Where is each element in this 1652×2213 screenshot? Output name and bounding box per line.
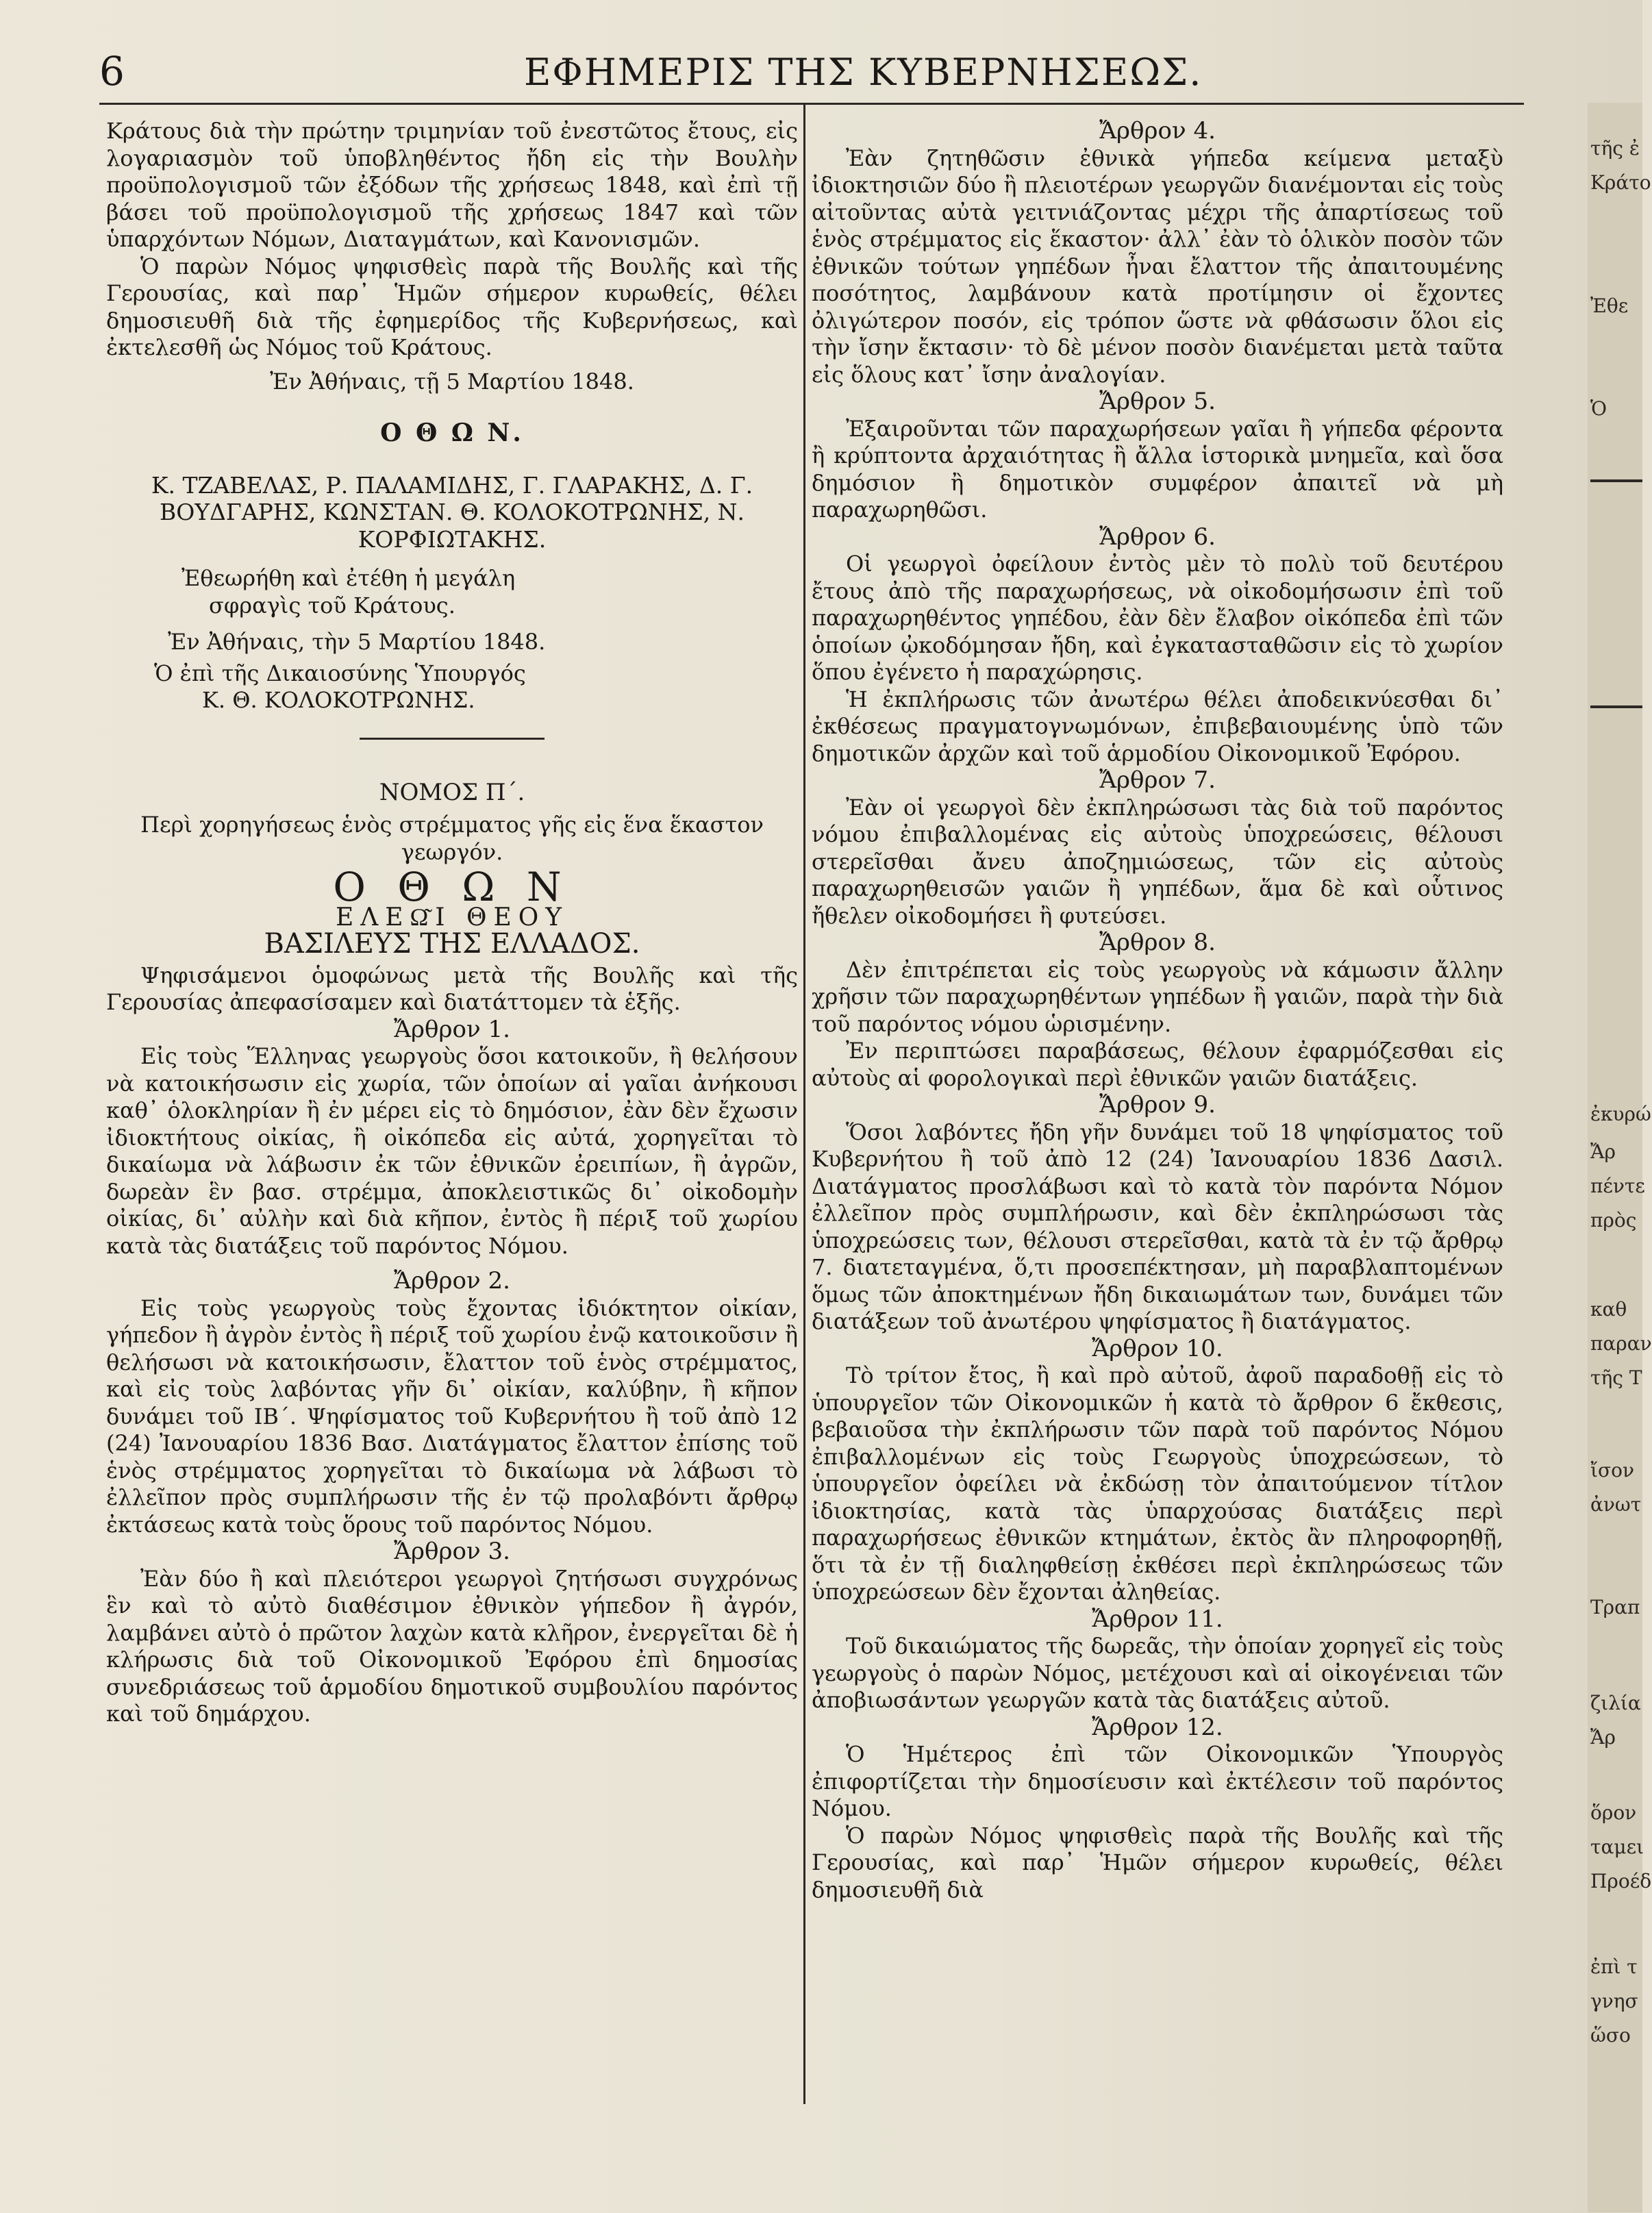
adjacent-rule — [1590, 705, 1642, 708]
adjacent-text: Ἐθε — [1590, 295, 1629, 317]
article-4-heading: Ἄρθρον 4. — [1099, 117, 1216, 145]
article-6-heading: Ἄρθρον 6. — [1099, 523, 1216, 551]
article-4-text: Ἐὰν ζητηθῶσιν ἐθνικὰ γήπεδα κείμενα μεταξὺ ἰδιοκτησιῶν δύο ἢ πλειοτέρων γεωργῶν διανέμονται εἰς τοὺς αἰτοῦντας αὐτὰ γειτνιάζοντας μέχρι τῆς ἀπαρτίσεως τοῦ ἑνὸς στρέμματος εἰς ἕκαστον· ἀλλ᾽ ἐὰν τὸ ὁλικὸν ποσὸν τῶν ἐθνικῶν τούτων γηπέδων ἦναι ἔλαττον τῆς ἀπαιτουμένης ποσότητος, λαμβάνουν κατὰ προτίμησιν οἱ ἔχοντες ὀλιγώτερον ποσόν, εἰς τρόπον ὥστε νὰ φθάσωσιν ὅλοι εἰς τὴν ἴσην ἔκτασιν· τὸ δὲ μένον ποσὸν διανέμεται μετὰ ταῦτα εἰς ὅλους κατ᾽ ἴσην ἀναλογίαν. — [812, 145, 1503, 388]
king-name-title: Ο Θ Ω Ν — [333, 864, 571, 910]
left-column — [106, 118, 798, 1728]
seal-note-cont: σφραγὶς τοῦ Κράτους. — [209, 592, 455, 618]
adjacent-text: Ἄρ — [1590, 1726, 1616, 1749]
king-of-greece: ΒΑΣΙΛΕΥΣ ΤΗΣ ΕΛΛΑΔΟΣ. — [264, 928, 640, 960]
right-column — [812, 118, 1503, 1903]
adjacent-text: ὥσο — [1590, 2024, 1631, 2047]
article-8-heading: Ἄρθρον 8. — [1099, 929, 1216, 956]
adjacent-text: καθ — [1590, 1298, 1627, 1321]
article-7-text: Ἐὰν οἱ γεωργοὶ δὲν ἐκπληρώσωσι τὰς διὰ τοῦ παρόντος νόμου ἐπιβαλλομένας εἰς αὐτοὺς ὑποχρεώσεις, θέλουσι στερεῖσθαι ἄνευ ἀποζημιώσεως, τῶν εἰς αὐτοὺς παραχωρηθεισῶν γαιῶν ἢ γηπέδων, ἅμα δὲ καὶ οὗτινος ἤθελεν οἰκοδομήσει ἢ φυτεύσει. — [812, 794, 1503, 929]
adjacent-text: πέντε — [1590, 1175, 1645, 1197]
separator-rule — [360, 738, 545, 740]
article-8-violation: Ἐν περιπτώσει παραβάσεως, θέλουν ἐφαρμόζεσθαι εἰς αὐτοὺς αἱ φορολογικαὶ περὶ ἐθνικῶν γαιῶν διατάξεις. — [812, 1038, 1503, 1091]
article-5-text: Ἐξαιροῦνται τῶν παραχωρήσεων γαῖαι ἢ γήπεδα φέροντα ἢ κρύπτοντα ἀρχαιότητας ἢ ἄλλα ἱστορικὰ μνημεῖα, καὶ ὅσα δημόσιον ἢ δημοτικὸν συμφέρον ἀπαιτεῖ νὰ μὴ παραχωρηθῶσι. — [812, 415, 1503, 523]
adjacent-rule — [1590, 479, 1642, 482]
adjacent-text: ζιλία — [1590, 1692, 1641, 1714]
date-line: Ἐν Ἀθήναις, τῇ 5 Μαρτίου 1848. — [270, 368, 634, 395]
law-number: ΝΟΜΟΣ Π΄. — [379, 778, 525, 806]
law-text-paragraph: Κράτους διὰ τὴν πρώτην τριμηνίαν τοῦ ἐνεστῶτος ἔτους, εἰς λογαριασμὸν τοῦ ὑποβληθέντος ἤδη εἰς τὴν Βουλὴν προϋπολογισμοῦ τῶν ἐξόδων τῆς χρήσεως 1848, καὶ ἐπὶ τῇ βάσει τοῦ προϋπολογισμοῦ τῆς χρήσεως 1847 καὶ τῶν ὑπαρχόντων Νόμων, Διαταγμάτων, καὶ Κανονισμῶν. — [106, 118, 798, 252]
adjacent-text: Κράτο — [1590, 171, 1651, 194]
page-header — [99, 48, 1510, 103]
article-12-text: Ὁ Ἡμέτερος ἐπὶ τῶν Οἰκονομικῶν Ὑπουργὸς ἐπιφορτίζεται τὴν δημοσίευσιν καὶ ἐκτέλεσιν τοῦ παρόντος Νόμου. — [812, 1741, 1503, 1821]
article-11-text: Τοῦ δικαιώματος τῆς δωρεᾶς, τὴν ὁποίαν χορηγεῖ εἰς τοὺς γεωργοὺς ὁ παρὼν Νόμος, μετέχουσι καὶ αἱ οἰκογένειαι τῶν ἀποβιωσάντων γεωργῶν κατὰ τὰς διατάξεις αὐτοῦ. — [812, 1633, 1503, 1713]
article-3-heading: Ἄρθρον 3. — [394, 1538, 510, 1565]
by-grace-of-god: ΕΛΕΩ͂Ι ΘΕΟΥ — [335, 903, 569, 932]
column-divider — [803, 104, 805, 2104]
article-1-text: Εἰς τοὺς Ἕλληνας γεωργοὺς ὅσοι κατοικοῦν, ἢ θελήσουν νὰ κατοικήσωσιν εἰς χωρία, τῶν ὁποίων αἱ γαῖαι ἀνήκουσι καθ᾽ ὁλοκληρίαν ἢ ἐν μέρει εἰς τὸ δημόσιον, ἐὰν δὲν ἔχωσιν ἰδιοκτήτους οἰκίας, ἢ οἰκόπεδα εἰς αὐτά, χορηγεῖται τὸ δικαίωμα νὰ λάβωσιν ἐκ τῶν ἐθνικῶν ἐρειπίων, ἢ ἀγρῶν, δωρεὰν ἓν βασ. στρέμμα, ἀποκλειστικῶς δι᾽ οἰκοδομὴν οἰκίας, δι᾽ αὐλὴν καὶ διὰ κῆπον, ἐντὸς ἢ πέριξ τοῦ χωρίου κατὰ τὰς διατάξεις τοῦ παρόντος Νόμου. — [106, 1043, 798, 1259]
adjacent-text: Ὁ — [1590, 397, 1607, 420]
enactment-preamble: Ψηφισάμενοι ὁμοφώνως μετὰ τῆς Βουλῆς καὶ τῆς Γερουσίας ἀπεφασίσαμεν καὶ διατάττομεν τὰ ἑξῆς. — [106, 962, 798, 1015]
page-number: 6 — [99, 48, 125, 95]
article-8-text: Δὲν ἐπιτρέπεται εἰς τοὺς γεωργοὺς νὰ κάμωσιν ἄλλην χρῆσιν τῶν παραχωρηθέντων γηπέδων ἢ γαιῶν, παρὰ τὴν διὰ τοῦ παρόντος νόμου ὡρισμένην. — [812, 956, 1503, 1037]
adjacent-text: ἐκυρώ — [1590, 1103, 1651, 1125]
header-rule — [99, 103, 1524, 105]
article-5-heading: Ἄρθρον 5. — [1099, 388, 1216, 415]
justice-minister-title: Ὁ ἐπὶ τῆς Δικαιοσύνης Ὑπουργός — [154, 660, 526, 686]
article-10-heading: Ἄρθρον 10. — [1092, 1334, 1223, 1362]
enactment-clause: Ὁ παρὼν Νόμος ψηφισθεὶς παρὰ τῆς Βουλῆς καὶ τῆς Γερουσίας, καὶ παρ᾽ Ἡμῶν σήμερον κυρωθείς, θέλει δημοσιευθῆ διὰ τῆς ἐφημερίδος τῆς Κυβερνήσεως, καὶ ἐκτελεσθῆ ὡς Νόμος τοῦ Κράτους. — [106, 253, 798, 360]
adjacent-text: παραν — [1590, 1332, 1652, 1355]
adjacent-text: Προέδ — [1590, 1870, 1652, 1892]
article-2-heading: Ἄρθρον 2. — [394, 1267, 510, 1295]
article-9-text: Ὅσοι λαβόντες ἤδη γῆν δυνάμει τοῦ 18 ψηφίσματος τοῦ Κυβερνήτου ἢ τοῦ ἀπὸ 12 (24) Ἰανουαρίου 1836 Δασιλ. Διατάγματος προσλάβωσι καὶ τὸ κατὰ τὸν παρόντα Νόμον ἐλλεῖπον πρὸς συμπλήρωσιν, καὶ δὲν ἐκπληρώσωσι τὰς ὑποχρεώσεις των, θέλουσι στερεῖσθαι, κατὰ τὰ ἐν τῷ ἄρθρῳ 7. διατεταγμένα, ὅ,τι προσεπέκτησαν, μὴ παραβλαπτομένων ὅμως τῶν ἀποκτημένων ἤδη δικαιωμάτων των, δυνάμει τῶν διατάξεων τοῦ ἀνωτέρου ψηφίσματος ἢ διατάγματος. — [812, 1118, 1503, 1334]
law-subject: Περὶ χορηγήσεως ἑνὸς στρέμματος γῆς εἰς ἕνα ἕκαστον γεωργόν. — [140, 812, 764, 865]
article-3-text: Ἐὰν δύο ἢ καὶ πλειότεροι γεωργοὶ ζητήσωσι συγχρόνως ἓν καὶ τὸ αὐτὸ διαθέσιμον ἐθνικὸν γήπεδον ἢ ἀγρόν, λαμβάνει αὐτὸ ὁ πρῶτον λαχὼν κατὰ κλῆρον, ἐνεργεῖται δὲ ἡ κλήρωσις διὰ τοῦ Οἰκονομικοῦ Ἐφόρου ἐπὶ δημοσίας συνεδριάσεως τοῦ ἁρμοδίου δημοτικοῦ συμβουλίου παρόντος καὶ τοῦ δημάρχου. — [106, 1565, 798, 1727]
adjacent-text: ταμει — [1590, 1836, 1644, 1858]
king-signature: Ο Θ Ω Ν. — [380, 418, 524, 447]
adjacent-text: ὅρον — [1590, 1801, 1637, 1824]
ministers-signatures: Κ. ΤΖΑΒΕΛΑΣ, Ρ. ΠΑΛΑΜΙΔΗΣ, Γ. ΓΛΑΡΑΚΗΣ, Δ. Γ. ΒΟΥΔΓΑΡΗΣ, ΚΩΝΣΤΑΝ. Θ. ΚΟΛΟΚΟΤΡΩΝΗΣ, Ν. ΚΟΡΦΙΩΤΑΚΗΣ. — [151, 471, 753, 553]
adjacent-text: γνησ — [1590, 1990, 1638, 2012]
article-6-text: Οἱ γεωργοὶ ὀφείλουν ἐντὸς μὲν τὸ πολὺ τοῦ δευτέρου ἔτους ἀπὸ τῆς παραχωρήσεως, νὰ οἰκοδομήσωσιν ἐπὶ τοῦ παραχωρηθέντος γηπέδου, ἐὰν δὲν ἔλαβον οἰκόπεδα ἐπὶ τῶν ὁποίων ᾠκοδόμησαν ἤδη, καὶ ἐγκατασταθῶσιν εἰς τὸ χωρίον ὅπου ἐγένετο ἡ παραχώρησις. — [812, 551, 1503, 685]
adjacent-text: ἀνωτ — [1590, 1493, 1642, 1516]
closing-enactment: Ὁ παρὼν Νόμος ψηφισθεὶς παρὰ τῆς Βουλῆς καὶ τῆς Γερουσίας, καὶ παρ᾽ Ἡμῶν σήμερον κυρωθείς, θέλει δημοσιευθῆ διὰ — [812, 1822, 1503, 1903]
adjacent-text: ἐπὶ τ — [1590, 1955, 1638, 1978]
adjacent-text: πρὸς — [1590, 1209, 1637, 1231]
seal-date: Ἐν Ἀθήναις, τὴν 5 Μαρτίου 1848. — [168, 629, 546, 655]
article-10-text: Τὸ τρίτον ἔτος, ἢ καὶ πρὸ αὐτοῦ, ἀφοῦ παραδοθῇ εἰς τὸ ὑπουργεῖον τῶν Οἰκονομικῶν ἡ κατὰ τὸ ἄρθρον 6 ἔκθεσις, βεβαιοῦσα τὴν ἐκπλήρωσιν τῶν παρὰ τοῦ παρόντος Νόμου ἐπιβαλλομένων εἰς τοὺς Γεωργοὺς ὑποχρεώσεων, τὸ ὑπουργεῖον ὀφείλει νὰ ἐκδώσῃ τὸν ἀπαιτούμενον τίτλον ἰδιοκτησίας, κατὰ τὰς ὑπαρχούσας διατάξεις περὶ παραχωρήσεως ἐθνικῶν κτημάτων, ἐκτὸς ἂν πληροφορηθῇ, ὅτι τὰ ἐν τῇ διαληφθείσῃ ἐκθέσει περὶ ἐκπληρώσεως τῶν ὑποχρεώσεων δὲν ἔχονται ἀληθείας. — [812, 1362, 1503, 1605]
article-1-heading: Ἄρθρον 1. — [394, 1015, 510, 1043]
article-6-proof: Ἡ ἐκπλήρωσις τῶν ἀνωτέρω θέλει ἀποδεικνύεσθαι δι᾽ ἐκθέσεως πραγματογνωμόνων, ἐπιβεβαιουμένης ὑπὸ τῶν δημοτικῶν ἀρχῶν καὶ τοῦ ἁρμοδίου Οἰκονομικοῦ Ἐφόρου. — [812, 686, 1503, 766]
article-11-heading: Ἄρθρον 11. — [1092, 1605, 1223, 1633]
adjacent-text: Ἄρ — [1590, 1140, 1616, 1163]
article-7-heading: Ἄρθρον 7. — [1099, 766, 1216, 794]
adjacent-text: τῆς ἐ — [1590, 137, 1640, 160]
adjacent-text: τῆς Τ — [1590, 1366, 1642, 1389]
justice-minister-name: Κ. Θ. ΚΟΛΟΚΟΤΡΩΝΗΣ. — [202, 687, 475, 713]
adjacent-text: Τραπ — [1590, 1596, 1640, 1618]
article-12-heading: Ἄρθρον 12. — [1092, 1713, 1223, 1741]
article-9-heading: Ἄρθρον 9. — [1099, 1091, 1216, 1118]
adjacent-text: ἴσον — [1590, 1459, 1634, 1481]
gazette-title: ΕΦΗΜΕΡΙΣ ΤΗΣ ΚΥΒΕΡΝΗΣΕΩΣ. — [524, 51, 1203, 94]
article-2-text: Εἰς τοὺς γεωργοὺς τοὺς ἔχοντας ἰδιόκτητον οἰκίαν, γήπεδον ἢ ἀγρὸν ἐντὸς ἢ πέριξ τοῦ χωρίου ἐνῷ κατοικοῦσιν ἢ θελήσωσι νὰ κατοικήσωσιν, ἔλαττον τοῦ ἑνὸς στρέμματος, καὶ εἰς τοὺς λαβόντας γῆν δι᾽ οἰκίαν, καλύβην, ἢ κῆπον δυνάμει τοῦ ΙΒ΄. Ψηφίσματος τοῦ Κυβερνήτου ἢ τοῦ ἀπὸ 12 (24) Ἰανουαρίου 1836 Βασ. Διατάγματος ἔλαττον ἐπίσης τοῦ ἑνὸς στρέμματος χορηγεῖται τὸ δικαίωμα νὰ λάβωσι τὸ ἐλλεῖπον πρὸς συμπλήρωσιν τῆς ἐν τῷ προλαβόντι ἄρθρῳ ἐκτάσεως κατὰ τοὺς ὅρους τοῦ παρόντος Νόμου. — [106, 1295, 798, 1538]
seal-note: Ἐθεωρήθη καὶ ἐτέθη ἡ μεγάλη — [182, 565, 516, 591]
